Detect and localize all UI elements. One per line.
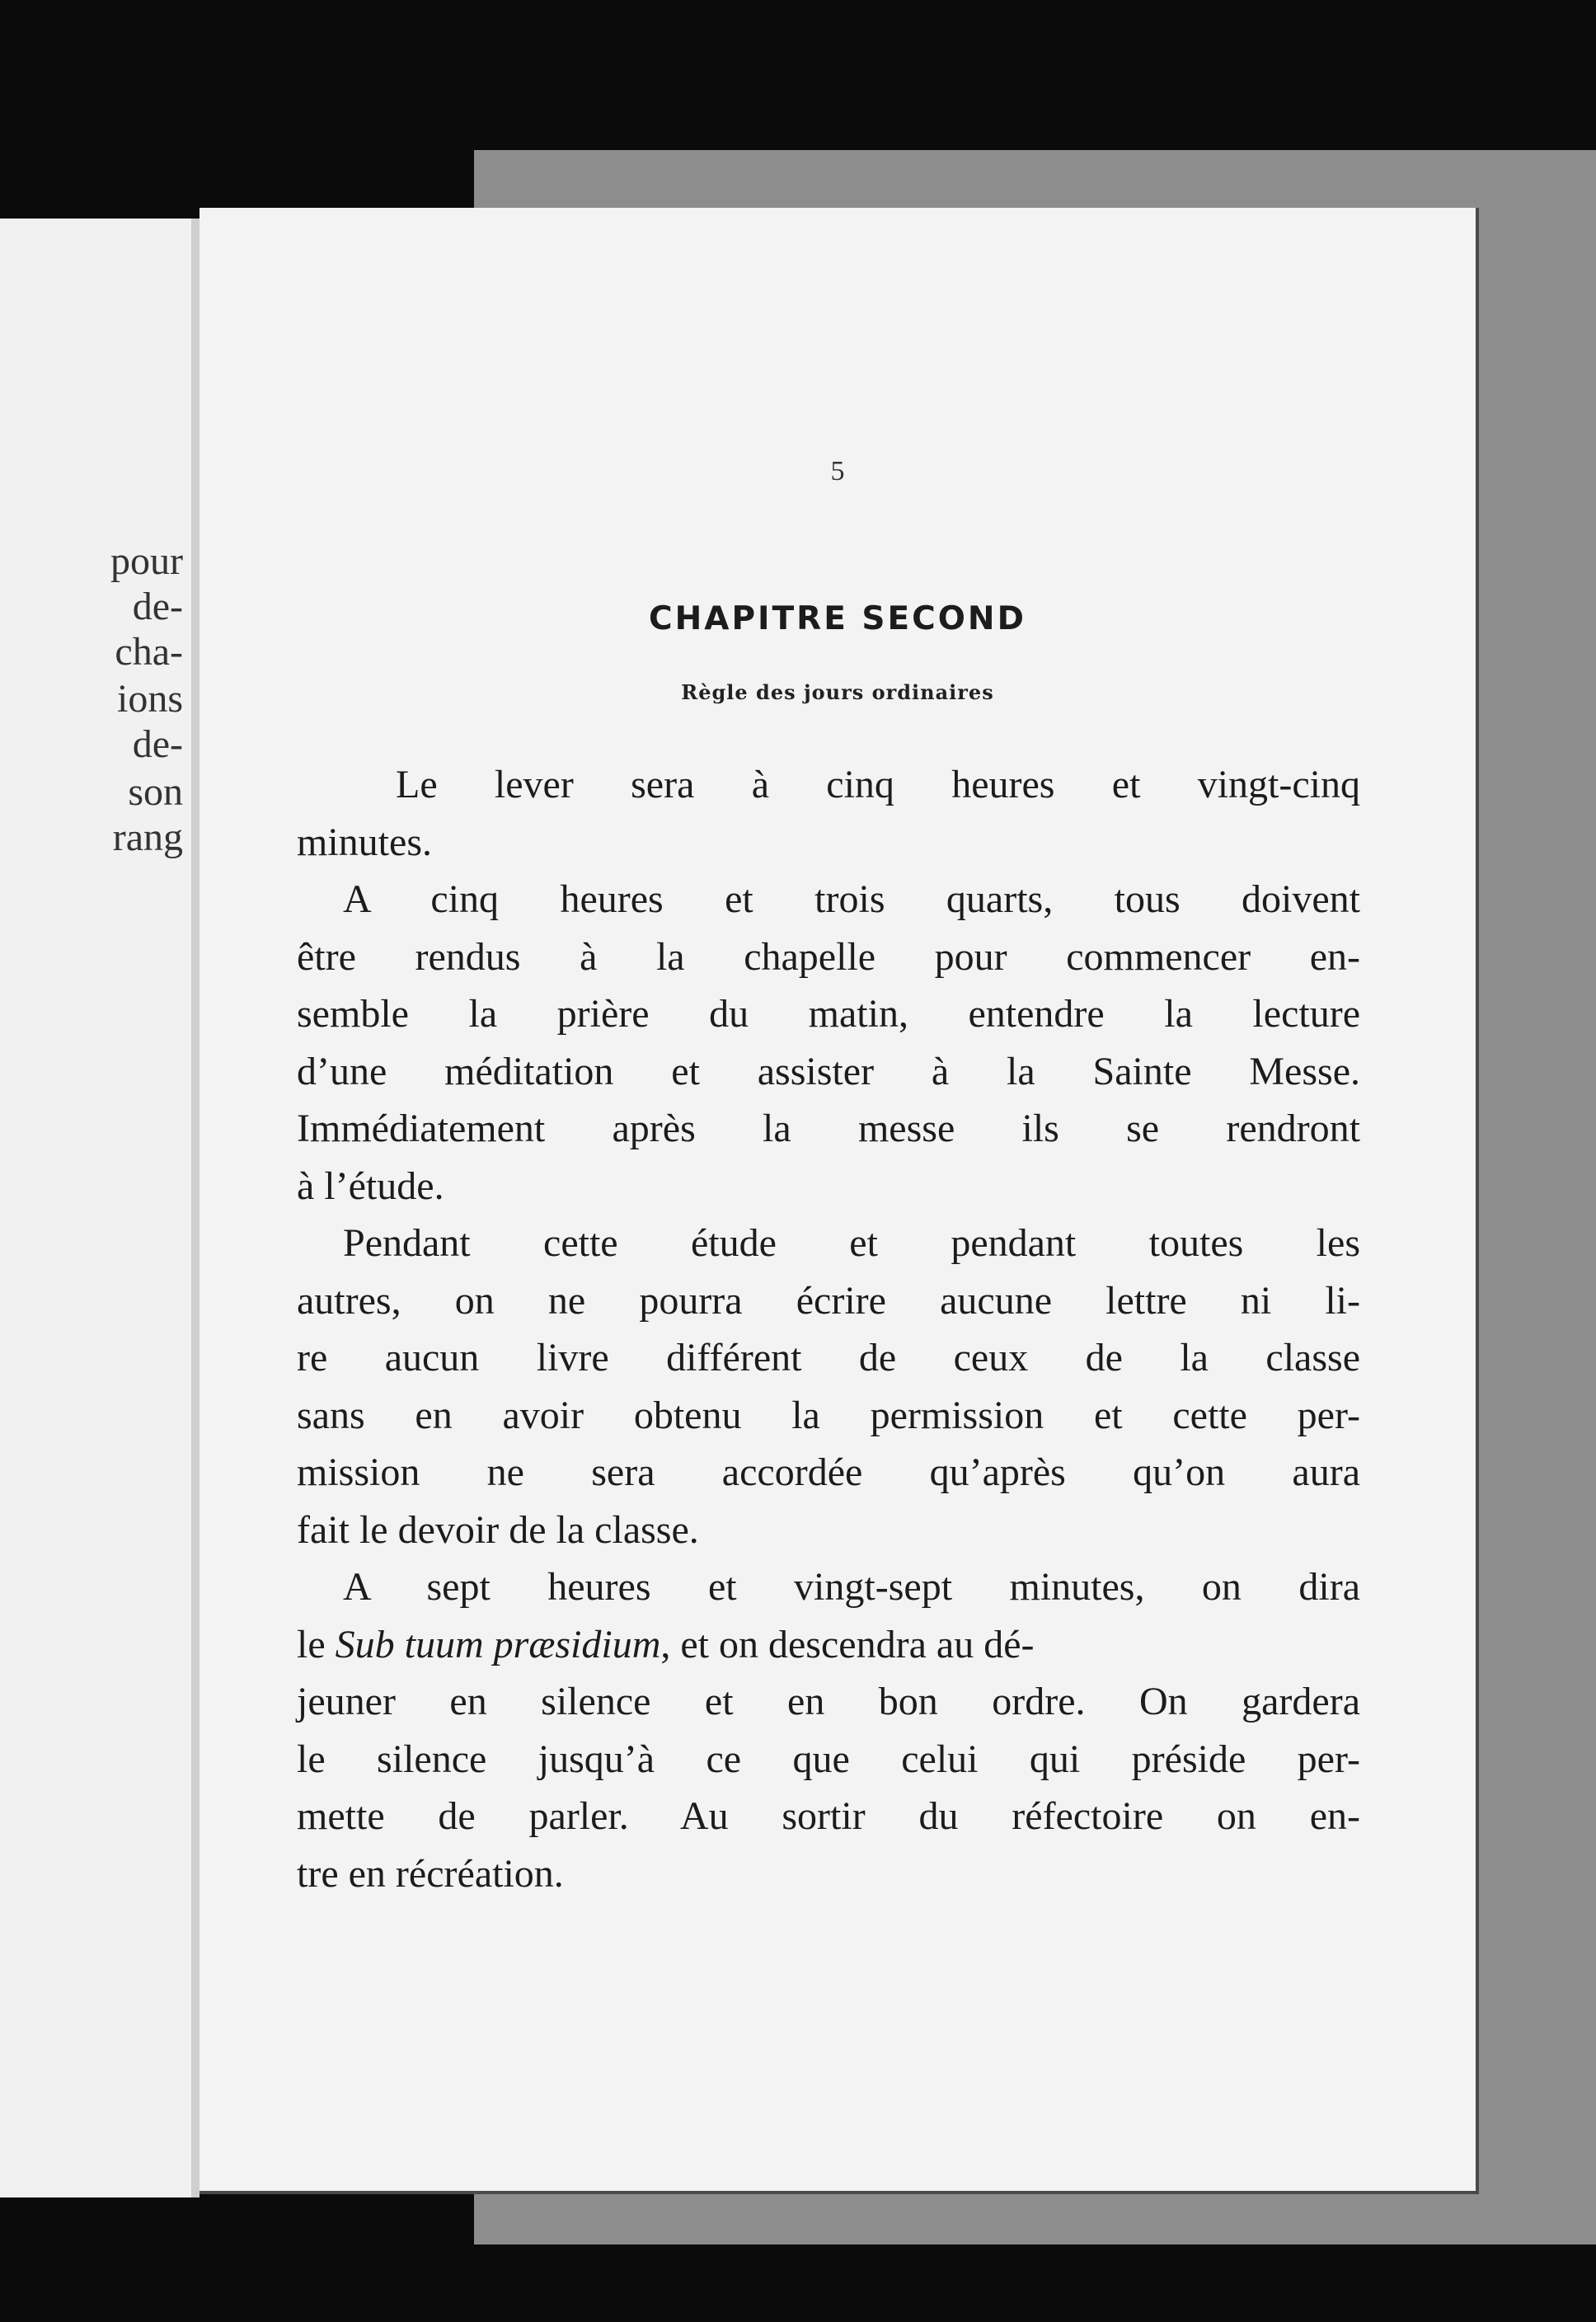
left-page-edge [0,219,193,2197]
text-line: d’une méditation et assister à la Sainte Messe. [297,1049,1360,1093]
text-line: mission ne sera accordée qu’après qu’on aura [297,1450,1360,1494]
left-page-line: cha- [115,630,183,674]
text-line-with-italic [297,1616,1360,1674]
left-page-line: rang [112,816,183,859]
text-line: jeuner en silence et en bon ordre. On gardera [297,1680,1360,1723]
left-page-line: ions [116,677,183,721]
chapter-title: CHAPITRE SECOND [649,600,1026,637]
latin-prayer-title: Sub tuum præsidium [335,1622,661,1666]
left-page-line: son [128,770,183,814]
left-page-line: de- [132,585,183,628]
text-line: à l’étude. [297,1163,444,1208]
text-line: tre en récréation. [297,1851,564,1896]
book-gutter [191,219,200,2197]
body-text [297,756,1360,1902]
left-page-line: pour [110,539,183,583]
text-line: A cinq heures et trois quarts, tous doivent [343,877,1360,921]
text-line: Immédiatement après la messe ils se rendront [297,1107,1360,1150]
text-line: être rendus à la chapelle pour commencer en- [297,934,1360,979]
chapter-subtitle: Règle des jours ordinaires [681,680,994,704]
text-line: sans en avoir obtenu la permission et cette per- [297,1393,1360,1437]
text-line: Le lever sera à cinq heures et vingt-cinq [396,763,1360,806]
text-line: autres, on ne pourra écrire aucune lettre ni li- [297,1278,1360,1323]
text-line: minutes. [297,820,432,864]
text-line: semble la prière du matin, entendre la lecture [297,992,1360,1036]
right-page [200,208,1479,2194]
line-prefix: le [297,1622,336,1666]
text-line: le silence jusqu’à ce que celui qui préside per- [297,1737,1360,1781]
text-line: re aucun livre différent de ceux de la classe [297,1336,1360,1380]
text-line: fait le devoir de la classe. [297,1507,699,1552]
text-line: A sept heures et vingt-sept minutes, on dira [343,1565,1360,1609]
line-suffix: , et on descendra au dé- [660,1622,1035,1666]
left-page-line: de- [132,722,183,766]
page-number: 5 [830,456,845,486]
text-line: Pendant cette étude et pendant toutes les [343,1221,1360,1265]
text-line: mette de parler. Au sortir du réfectoire on en- [297,1794,1360,1838]
